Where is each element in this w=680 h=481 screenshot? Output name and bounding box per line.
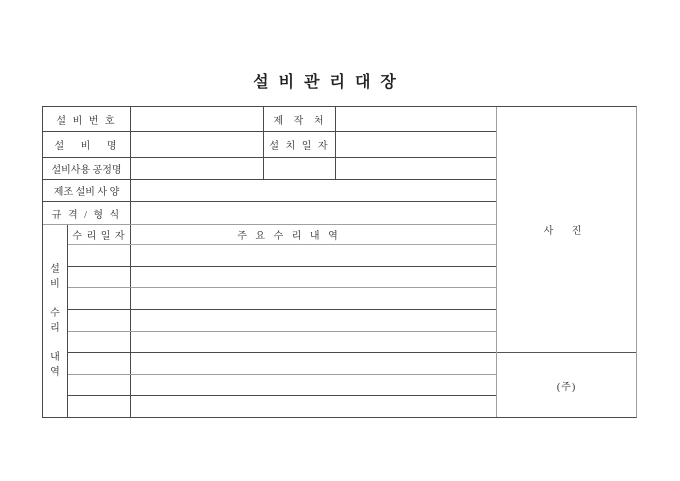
process-name-label: 설비사용 공정명	[43, 158, 131, 179]
manufacturer-label: 제 작 처	[264, 107, 336, 131]
repair-detail-field[interactable]	[131, 245, 496, 266]
repair-date-field[interactable]	[68, 245, 131, 266]
repair-detail-field[interactable]	[131, 375, 496, 396]
repair-detail-field[interactable]	[131, 288, 496, 309]
table-left-section	[43, 107, 496, 417]
table-row	[43, 202, 496, 225]
vertical-label-char: 비	[50, 279, 60, 290]
repair-date-field[interactable]	[68, 353, 131, 374]
equipment-name-field[interactable]	[131, 132, 264, 157]
table-right-section	[496, 107, 636, 417]
repair-row	[68, 375, 496, 397]
standard-type-label: 규 격 / 형 식	[43, 202, 131, 224]
table-row	[43, 107, 496, 132]
repair-date-field[interactable]	[68, 396, 131, 417]
repair-date-field[interactable]	[68, 375, 131, 396]
repair-detail-header: 주 요 수 리 내 역	[237, 231, 340, 242]
equipment-number-label: 설 비 번 호	[43, 107, 131, 131]
vertical-label-char: 수	[50, 308, 60, 319]
note-label: (주)	[556, 381, 577, 393]
repair-row	[68, 396, 496, 417]
photo-label: 사 진	[543, 226, 590, 237]
note-area	[497, 353, 636, 417]
process-name-field[interactable]	[131, 158, 264, 179]
repair-row	[68, 332, 496, 354]
repair-date-field[interactable]	[68, 332, 131, 353]
repair-date-field[interactable]	[68, 310, 131, 331]
table-row	[43, 158, 496, 180]
repair-detail-field[interactable]	[131, 267, 496, 288]
repair-section	[43, 225, 496, 417]
repair-detail-field[interactable]	[131, 310, 496, 331]
repair-row	[68, 288, 496, 310]
equipment-spec-field[interactable]	[131, 180, 496, 201]
empty-cell	[264, 158, 336, 179]
repair-row	[68, 353, 496, 375]
repair-detail-field[interactable]	[131, 396, 496, 417]
install-date-field[interactable]	[336, 132, 496, 157]
repair-row	[68, 310, 496, 332]
vertical-label-char: 내	[50, 352, 60, 363]
photo-area	[497, 107, 636, 353]
empty-cell	[336, 158, 496, 179]
repair-row	[68, 267, 496, 289]
vertical-label-char: 역	[50, 367, 60, 378]
repair-date-header: 수 리 일 자	[68, 225, 131, 244]
equipment-ledger-table	[42, 106, 637, 418]
repair-date-field[interactable]	[68, 267, 131, 288]
repair-row	[68, 245, 496, 267]
repair-date-field[interactable]	[68, 288, 131, 309]
equipment-number-field[interactable]	[131, 107, 264, 131]
vertical-label-char: 설	[50, 264, 60, 275]
equipment-spec-label: 제조 설비 사 양	[43, 180, 131, 201]
table-row	[43, 180, 496, 202]
install-date-label: 설 치 일 자	[264, 132, 336, 157]
form-title: 설 비 관 리 대 장	[253, 74, 399, 91]
table-row	[43, 132, 496, 158]
manufacturer-field[interactable]	[336, 107, 496, 131]
repair-detail-field[interactable]	[131, 332, 496, 353]
standard-type-field[interactable]	[131, 202, 496, 224]
repair-detail-field[interactable]	[131, 353, 496, 374]
repair-header-row	[68, 225, 496, 245]
equipment-name-label: 설 비 명	[43, 132, 131, 157]
repair-table	[68, 225, 496, 417]
vertical-label-char: 리	[50, 323, 60, 334]
repair-section-vertical-label	[43, 225, 68, 417]
